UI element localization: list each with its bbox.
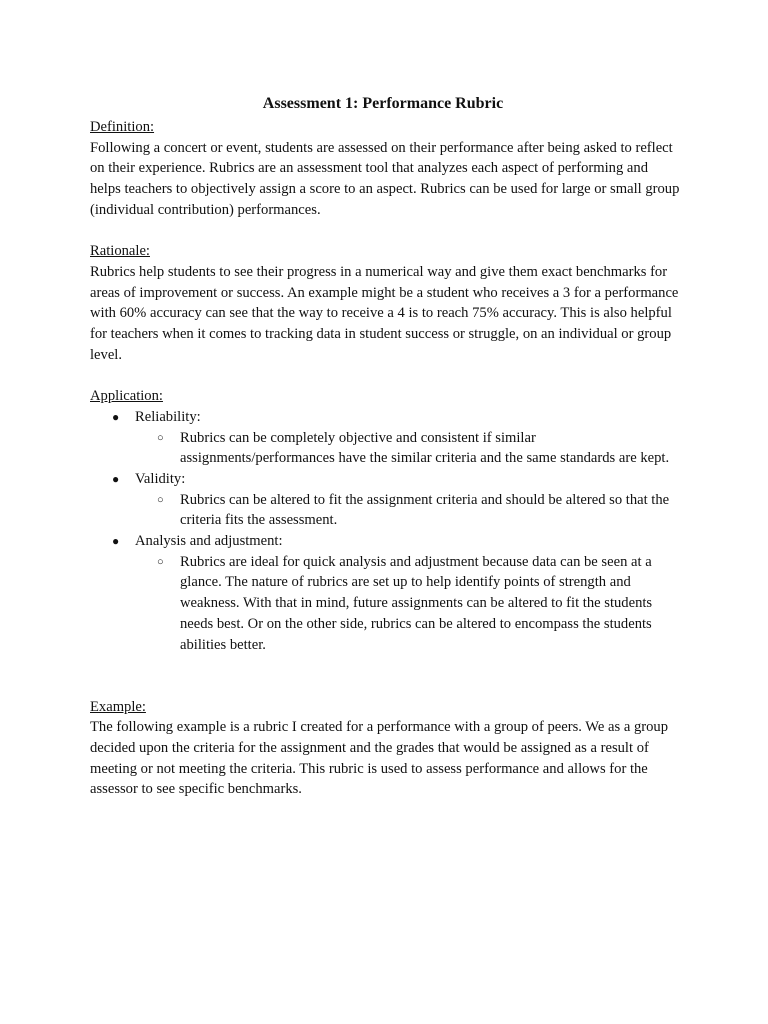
spacer bbox=[90, 221, 680, 242]
sub-list-item bbox=[135, 428, 680, 469]
list-item bbox=[90, 469, 680, 531]
definition-heading: Definition: bbox=[90, 119, 155, 135]
list-item-label: Analysis and adjustment: bbox=[135, 533, 283, 550]
hollow-bullet-icon: ○ bbox=[157, 493, 164, 506]
example-heading: Example: bbox=[90, 698, 146, 715]
list-item-label: Validity: bbox=[135, 470, 186, 487]
rationale-heading: Rationale: bbox=[90, 243, 150, 260]
sub-list-item-text: Rubrics can be altered to fit the assignment criteria and should be altered so that the criteria fits the assessment. bbox=[180, 491, 670, 529]
document-page bbox=[90, 92, 680, 800]
sub-list-item-text: Rubrics can be completely objective and consistent if similar assignments/performances have the similar criteria and the same standards are kept. bbox=[180, 429, 670, 467]
document-title: Assessment 1: Performance Rubric bbox=[262, 95, 504, 112]
example-section bbox=[90, 697, 680, 801]
list-item bbox=[90, 531, 680, 655]
spacer bbox=[90, 655, 680, 696]
application-section bbox=[90, 386, 680, 655]
definition-text: Following a concert or event, students are assessed on their performance after being asked to reflect on their experience. Rubrics are an assessment tool that analyzes each aspect of performing and helps teachers to objectively assign a score to an aspect. Rubrics can be used for large or small group (individual contribution) performances. bbox=[90, 139, 680, 218]
filled-bullet-icon: ● bbox=[112, 409, 120, 424]
list-item-label: Reliability: bbox=[135, 408, 201, 425]
sub-list bbox=[135, 428, 680, 469]
filled-bullet-icon: ● bbox=[112, 471, 120, 486]
hollow-bullet-icon: ○ bbox=[157, 555, 164, 568]
sub-list bbox=[135, 490, 680, 531]
filled-bullet-icon: ● bbox=[112, 534, 120, 549]
definition-section bbox=[90, 117, 680, 221]
rationale-text: Rubrics help students to see their progress in a numerical way and give them exact benchmarks for areas of improvement or success. An example might be a student who receives a 3 for a performance with 60% accuracy can see that the way to receive a 4 is to reach 75% accuracy. This is also helpful for teachers when it comes to tracking data in student success or struggle, on an individual or group level. bbox=[90, 263, 679, 363]
application-heading: Application: bbox=[90, 388, 163, 405]
sub-list-item bbox=[135, 552, 680, 656]
application-list bbox=[90, 407, 680, 655]
sub-list-item bbox=[135, 490, 680, 531]
list-item bbox=[90, 407, 680, 469]
spacer bbox=[90, 365, 680, 386]
example-text: The following example is a rubric I created for a performance with a group of peers. We as a group decided upon the criteria for the assignment and the grades that would be assigned as a result of meeting or not meeting the criteria. This rubric is used to assess performance and allows for the assessor to see specific benchmarks. bbox=[90, 719, 669, 798]
hollow-bullet-icon: ○ bbox=[157, 431, 164, 444]
sub-list bbox=[135, 552, 680, 656]
sub-list-item-text: Rubrics are ideal for quick analysis and adjustment because data can be seen at a glance. The nature of rubrics are set up to help identify points of strength and weakness. With that in mind, future assignments can be altered to fit the students needs best. Or on the other side, rubrics can be altered to encompass the students abilities better. bbox=[180, 553, 653, 653]
rationale-section bbox=[90, 241, 680, 365]
